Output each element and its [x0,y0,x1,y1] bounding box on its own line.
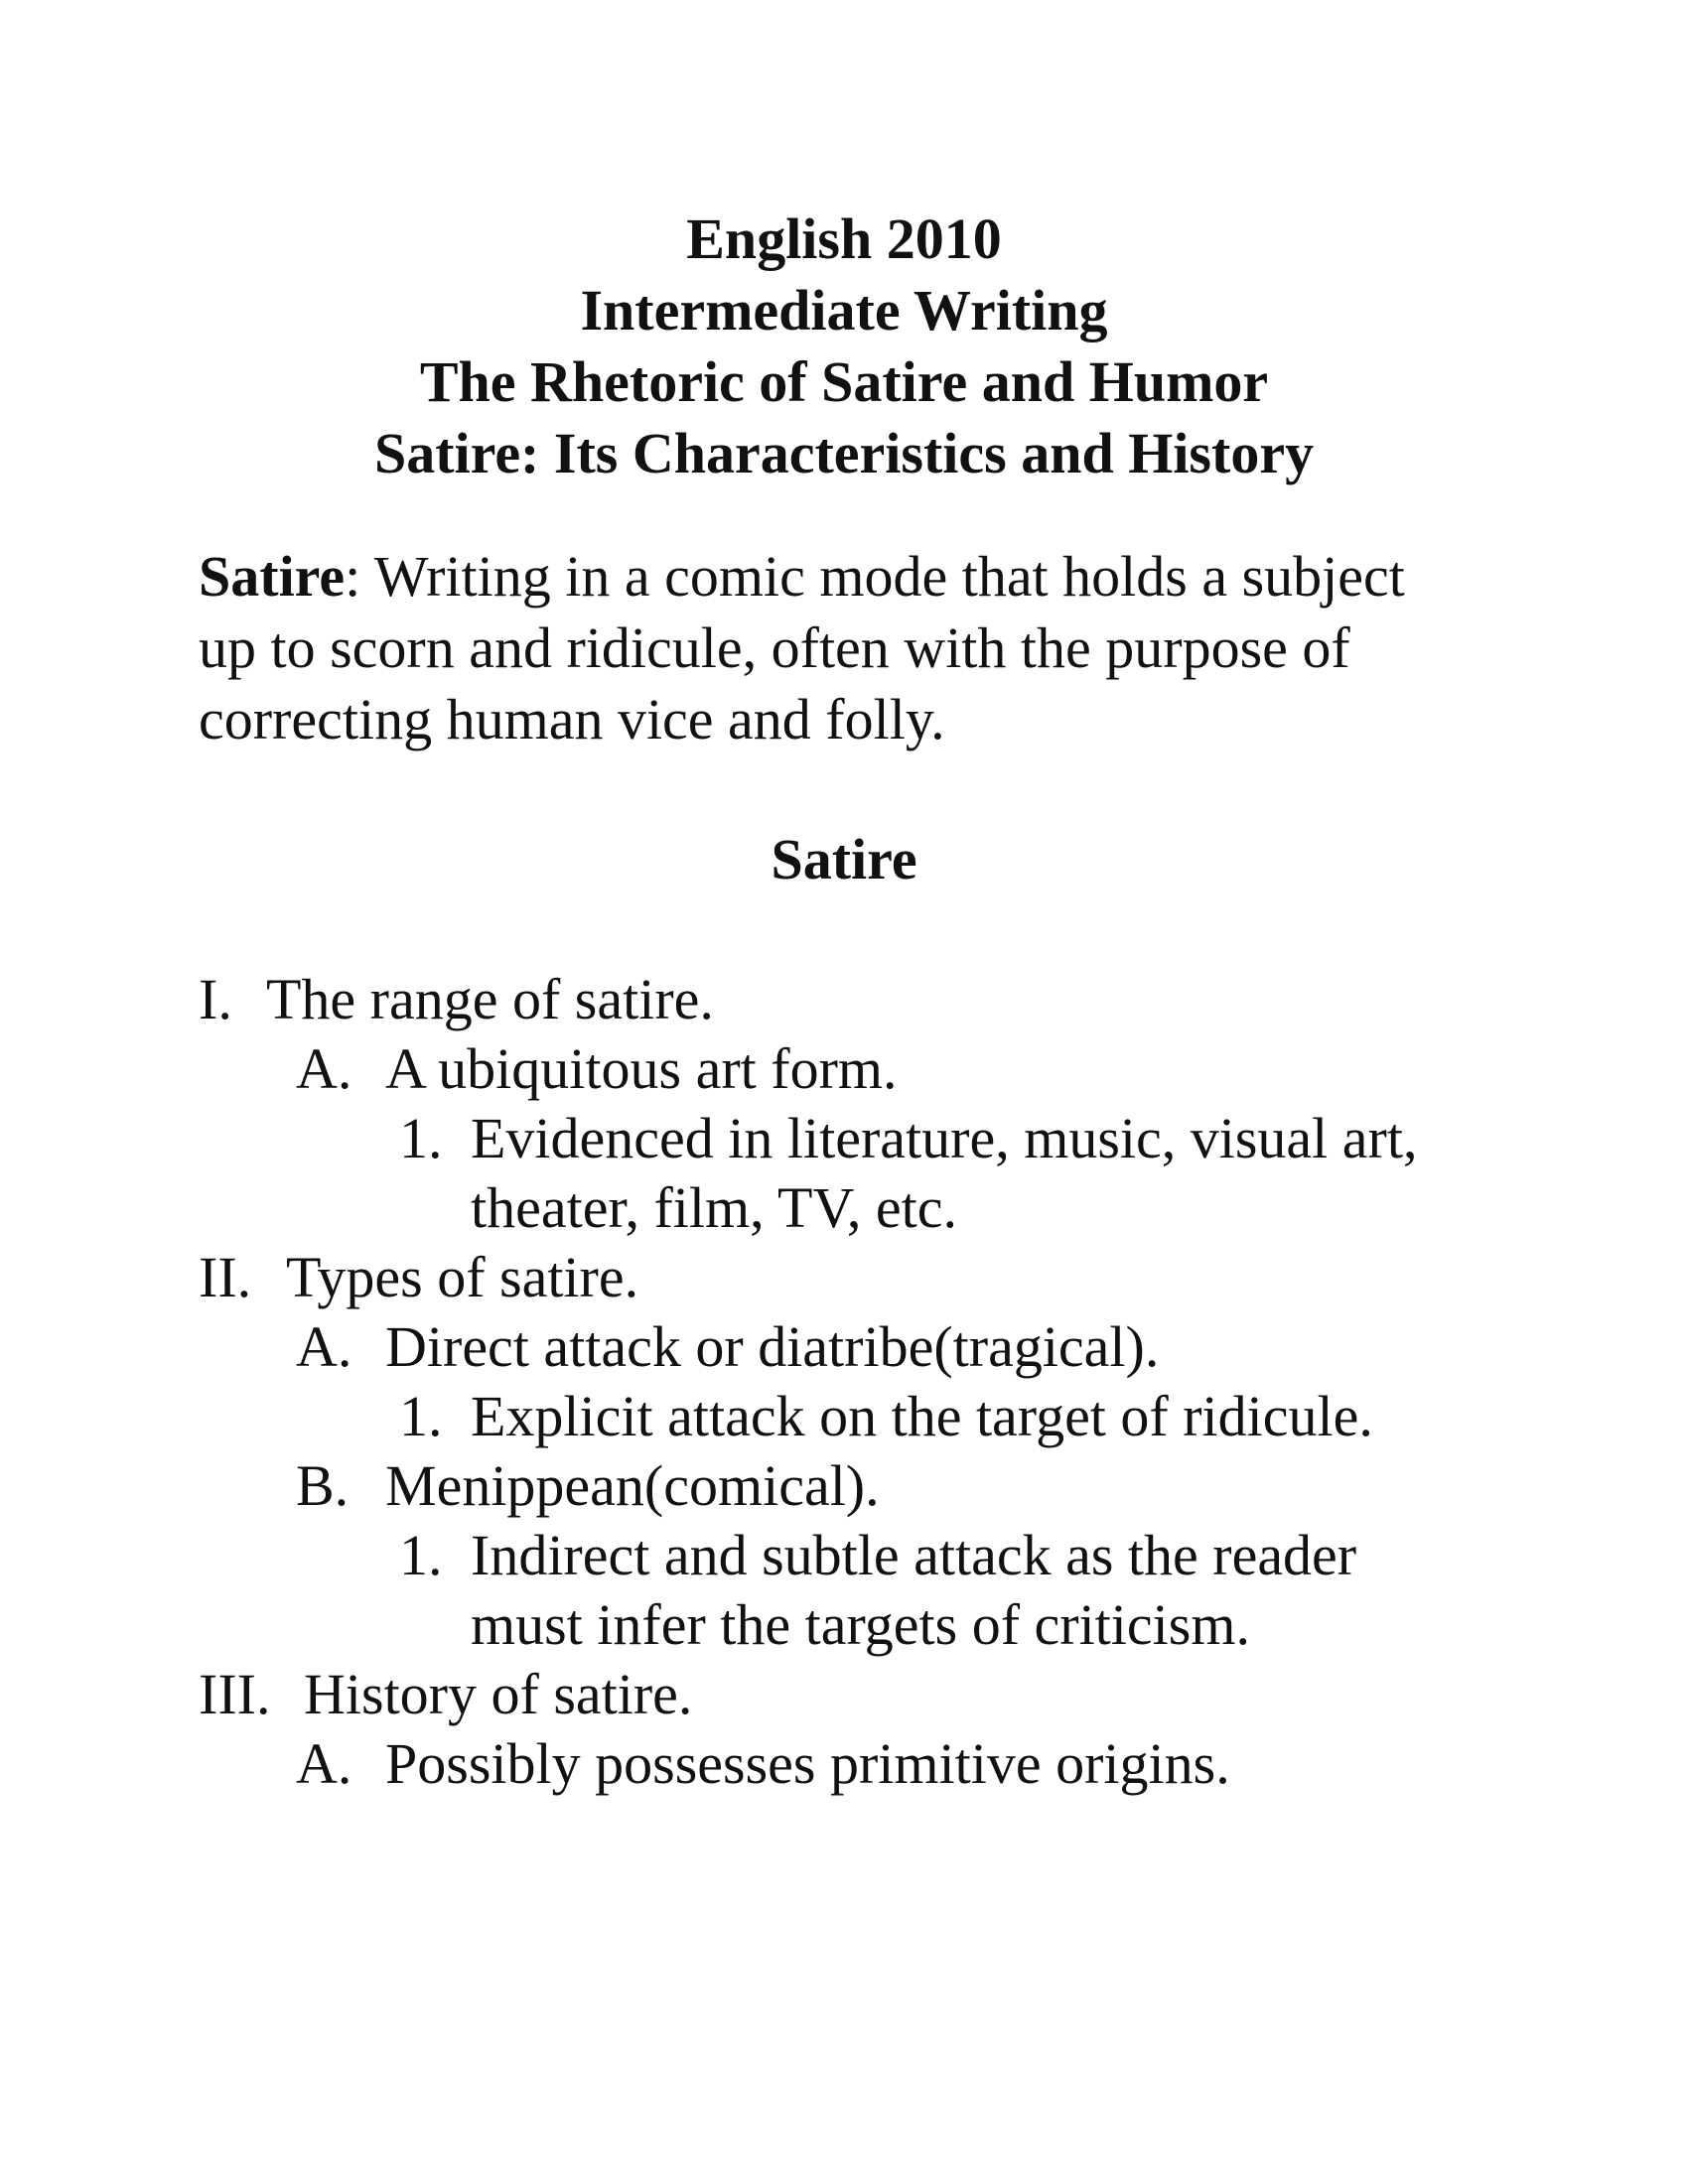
course-number: English 2010 [686,206,1002,271]
outline-item-iii-a [0,1729,1688,1799]
outline-text: Direct attack or diatribe(tragical). [385,1314,1160,1379]
outline-marker: 1. [399,1384,443,1448]
outline-item-i-a-1 [0,1104,1688,1173]
outline-marker: II. [199,1245,252,1309]
satire-outline [0,965,1688,1799]
outline-text: A ubiquitous art form. [385,1036,898,1101]
outline-text: Evidenced in literature, music, visual art, [471,1106,1418,1170]
outline-text: History of satire. [304,1662,693,1726]
outline-marker: I. [199,967,232,1031]
definition-text-1: : Writing in a comic mode that holds a subject [345,544,1405,609]
outline-text: Possibly possesses primitive origins. [385,1731,1230,1796]
outline-marker: 1. [399,1106,443,1170]
definition-line-3: correcting human vice and folly. [199,687,945,751]
outline-item-i-a-1-continued [0,1173,1688,1243]
definition-term: Satire [199,544,346,609]
outline-marker: A. [296,1731,352,1796]
course-title: Intermediate Writing [580,278,1108,342]
outline-text: The range of satire. [266,967,714,1031]
document-header [0,204,1688,489]
outline-text: theater, film, TV, etc. [471,1175,957,1240]
outline-item-ii-a [0,1312,1688,1382]
outline-marker: 1. [399,1523,443,1587]
outline-item-i-a [0,1034,1688,1104]
outline-text: Indirect and subtle attack as the reader [471,1523,1357,1587]
outline-marker: A. [296,1314,352,1379]
definition-line-2: up to scorn and ridicule, often with the purpose of [199,615,1350,680]
document-title: Satire: Its Characteristics and History [373,421,1315,485]
outline-item-ii-b-1-continued [0,1590,1688,1660]
course-subtitle: The Rhetoric of Satire and Humor [419,349,1269,414]
outline-item-iii [0,1660,1688,1729]
outline-text: Explicit attack on the target of ridicule. [471,1384,1373,1448]
outline-item-i [0,965,1688,1034]
outline-text: Types of satire. [286,1245,639,1309]
definition-line-1 [199,541,1509,613]
outline-marker: III. [199,1662,271,1726]
outline-item-ii-b [0,1451,1688,1521]
outline-text: must infer the targets of criticism. [471,1592,1250,1657]
outline-item-ii [0,1243,1688,1312]
outline-item-ii-b-1 [0,1521,1688,1590]
section-title: Satire [771,827,917,891]
outline-marker: B. [296,1453,350,1518]
satire-definition [199,541,1509,755]
outline-item-ii-a-1 [0,1382,1688,1451]
outline-marker: A. [296,1036,352,1101]
outline-text: Menippean(comical). [385,1453,880,1518]
